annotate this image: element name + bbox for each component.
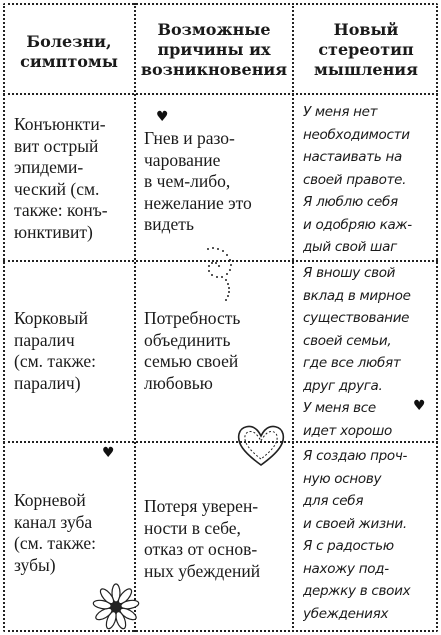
text-line: существование bbox=[303, 310, 410, 326]
text-line: ную основу bbox=[303, 470, 382, 487]
text-line: (см. также: bbox=[14, 351, 97, 371]
spiral-dots-icon bbox=[186, 243, 242, 307]
heart-icon: ♥ bbox=[413, 398, 426, 414]
text-line: Потребность bbox=[144, 308, 241, 328]
text-line: ности в себе, bbox=[144, 517, 241, 538]
text-line: видеть bbox=[144, 214, 194, 234]
text-line: убеждениях bbox=[303, 605, 389, 622]
header-new-thought bbox=[296, 20, 436, 80]
text-line: У меня все bbox=[303, 400, 376, 416]
row3-cause bbox=[144, 496, 290, 582]
header-line: причины их bbox=[157, 40, 271, 59]
header-line: симптомы bbox=[20, 52, 118, 71]
heart-icon: ♥ bbox=[156, 109, 169, 125]
text-line: для себя bbox=[303, 493, 364, 509]
text-line: Я вношу свой bbox=[303, 265, 396, 281]
text-line: паралич bbox=[14, 329, 75, 350]
column-divider bbox=[292, 3, 294, 632]
text-line: и своей жизни. bbox=[303, 515, 407, 532]
row1-cause bbox=[144, 128, 290, 236]
row2-disease bbox=[14, 308, 132, 394]
row1-thought bbox=[303, 101, 437, 259]
row3-disease bbox=[14, 490, 132, 576]
text-line: в чем-либо, bbox=[144, 171, 231, 191]
text-line: отказ от основ- bbox=[144, 539, 258, 559]
row-divider bbox=[3, 93, 438, 95]
text-line: и одобряю каж- bbox=[303, 216, 412, 233]
text-line: юнктивит) bbox=[14, 221, 93, 242]
text-line: нежелание это bbox=[144, 192, 252, 213]
text-line: паралич) bbox=[14, 372, 81, 393]
text-line: (см. также: bbox=[14, 533, 97, 553]
text-line: где все любят bbox=[303, 355, 401, 371]
text-line: дый свой шаг bbox=[303, 239, 397, 255]
column-divider bbox=[134, 3, 136, 632]
text-line: канал зуба bbox=[14, 511, 93, 532]
header-line: стереотип bbox=[318, 40, 414, 59]
text-line: Потеря уверен- bbox=[144, 496, 259, 516]
row2-thought bbox=[303, 262, 437, 442]
header-line: возникновения bbox=[140, 60, 288, 79]
text-line: ных убеждений bbox=[144, 560, 261, 581]
header-causes bbox=[138, 20, 290, 80]
text-line: Корневой bbox=[14, 490, 86, 510]
row3-thought bbox=[303, 445, 437, 625]
text-line: Конъюнкти- bbox=[14, 114, 106, 134]
row1-disease bbox=[14, 114, 132, 243]
text-line: У меня нет bbox=[303, 104, 378, 120]
text-line: вит острый bbox=[14, 135, 99, 156]
text-line: также: конъ- bbox=[14, 200, 108, 220]
header-line: Новый bbox=[333, 20, 399, 39]
text-line: необходимости bbox=[303, 126, 410, 143]
text-line: объединить bbox=[144, 329, 231, 350]
header-line: Болезни, bbox=[26, 32, 112, 51]
text-line: идет хорошо bbox=[303, 422, 392, 439]
heart-icon: ♥ bbox=[102, 445, 115, 461]
text-line: своей семьи, bbox=[303, 332, 392, 349]
text-line: эпидеми- bbox=[14, 157, 84, 177]
text-line: любовью bbox=[144, 372, 213, 393]
flower-icon bbox=[92, 583, 140, 631]
text-line: настаивать на bbox=[303, 149, 402, 165]
text-line: держку в своих bbox=[303, 583, 411, 599]
text-line: ческий (см. bbox=[14, 178, 100, 199]
header-line: Возможные bbox=[157, 20, 271, 39]
text-line: друг друга. bbox=[303, 377, 383, 394]
row2-cause bbox=[144, 308, 290, 394]
text-line: Я создаю проч- bbox=[303, 448, 408, 464]
outlined-heart-icon bbox=[233, 419, 289, 471]
text-line: своей правоте. bbox=[303, 171, 407, 188]
text-line: чарование bbox=[144, 149, 221, 170]
text-line: Я с радостью bbox=[303, 538, 394, 554]
header-line: мышления bbox=[314, 60, 418, 79]
header-diseases bbox=[6, 32, 132, 72]
text-line: вклад в мирное bbox=[303, 287, 411, 304]
text-line: семью своей bbox=[144, 351, 239, 371]
text-line: зубы) bbox=[14, 554, 56, 575]
text-line: нахожу под- bbox=[303, 560, 389, 577]
text-line: Гнев и разо- bbox=[144, 128, 235, 148]
text-line: Корковый bbox=[14, 308, 89, 328]
text-line: Я люблю себя bbox=[303, 194, 398, 210]
